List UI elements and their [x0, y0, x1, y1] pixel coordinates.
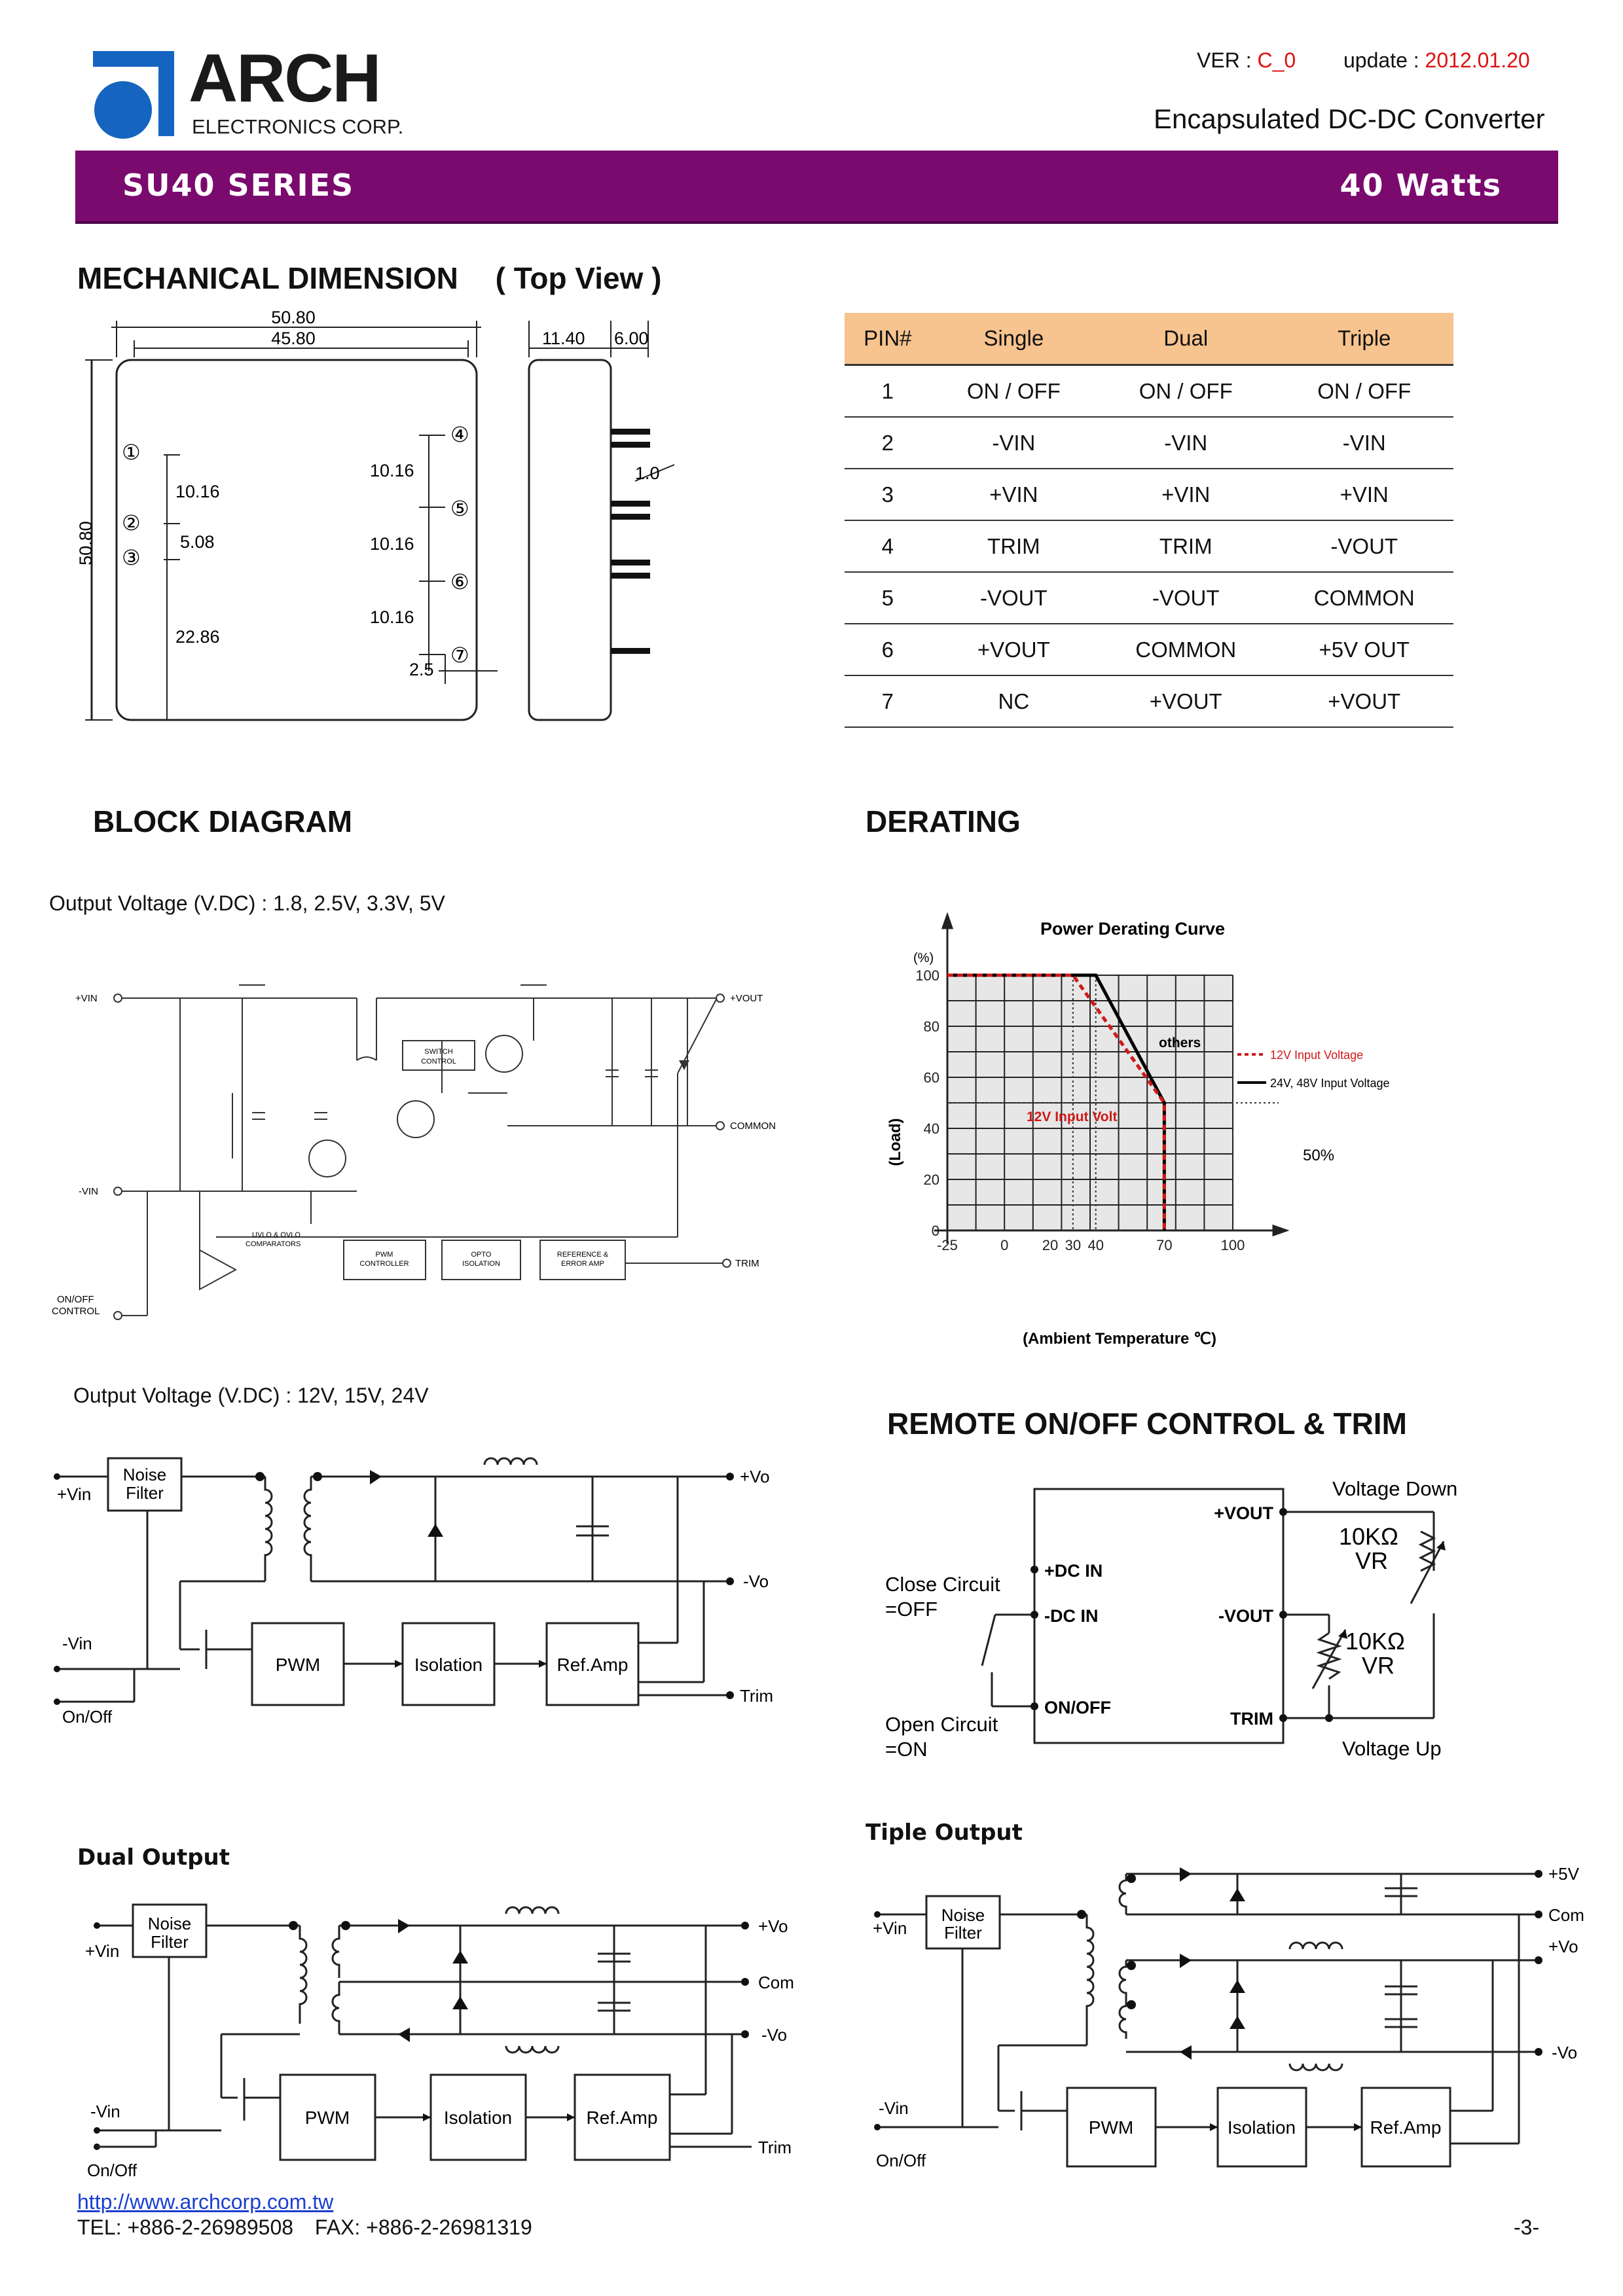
- triple-ref-amp: Ref.Amp: [1370, 2117, 1442, 2138]
- chart-title: Power Derating Curve: [1040, 919, 1226, 939]
- remote-vout-minus: -VOUT: [1218, 1606, 1273, 1626]
- triple-noise-1: Noise: [941, 1905, 985, 1925]
- y-axis-arrow: [943, 915, 952, 928]
- hv-vo-plus: +Vo: [740, 1467, 770, 1486]
- dual-output-diagram: [77, 1898, 817, 2186]
- remote-vr1: VR: [1355, 1547, 1389, 1574]
- mechanical-title-text: MECHANICAL DIMENSION: [77, 261, 458, 295]
- update-value: 2012.01.20: [1425, 48, 1530, 72]
- triple-com: Com: [1548, 1905, 1584, 1925]
- hv-pwm: PWM: [275, 1655, 321, 1675]
- lv-onoff-2: CONTROL: [52, 1306, 100, 1317]
- dim-height: 50.80: [76, 521, 96, 565]
- x-tick-label: 20: [1042, 1237, 1059, 1253]
- x-tick-label: 70: [1156, 1237, 1173, 1253]
- cell-single: ON / OFF: [931, 365, 1097, 418]
- cell-pin: 3: [845, 469, 931, 520]
- hv-onoff: On/Off: [62, 1707, 113, 1727]
- remote-trim: TRIM: [1230, 1709, 1273, 1729]
- triple-5v: +5V: [1548, 1864, 1579, 1884]
- pin-3-label: ③: [122, 546, 141, 569]
- block-caption-1: Output Voltage (V.DC) : 1.8, 2.5V, 3.3V, 5V: [49, 891, 445, 915]
- lv-vin-plus: +VIN: [75, 993, 98, 1004]
- cell-triple: -VIN: [1275, 417, 1453, 469]
- company-logo: [90, 41, 431, 143]
- cell-triple: -VOUT: [1275, 520, 1453, 572]
- lv-uvlo-2: COMPARATORS: [246, 1240, 301, 1248]
- dual-ref-amp: Ref.Amp: [586, 2108, 658, 2128]
- lv-common: COMMON: [730, 1121, 776, 1132]
- x-tick-label: 30: [1065, 1237, 1082, 1253]
- lv-trim: TRIM: [735, 1258, 759, 1269]
- dim-right-2: 10.16: [370, 534, 414, 554]
- pin-4-label: ④: [450, 423, 469, 446]
- mechanical-drawing: [72, 308, 674, 733]
- block-diagram-high-voltage: [49, 1453, 789, 1734]
- cell-triple: +VOUT: [1275, 675, 1453, 727]
- pin-table-header: [845, 313, 1453, 365]
- dual-trim: Trim: [758, 2138, 792, 2157]
- logo-mark-icon: [90, 45, 189, 143]
- dual-pwm: PWM: [304, 2108, 350, 2128]
- lv-pwm-1: PWM: [375, 1251, 393, 1259]
- dual-com: Com: [758, 1973, 794, 1992]
- triple-pwm: PWM: [1088, 2117, 1134, 2138]
- lv-ref-2: ERROR AMP: [560, 1260, 605, 1268]
- cell-triple: COMMON: [1275, 572, 1453, 624]
- dual-noise-1: Noise: [147, 1914, 192, 1933]
- y-tick-label: 60: [923, 1069, 939, 1086]
- triple-vo-minus: -Vo: [1552, 2043, 1578, 2062]
- cell-triple: +5V OUT: [1275, 624, 1453, 675]
- y-tick-label: 40: [923, 1121, 939, 1137]
- version-value: C_0: [1257, 48, 1296, 72]
- triple-vo-plus: +Vo: [1548, 1937, 1578, 1956]
- dual-onoff: On/Off: [87, 2161, 137, 2180]
- legend-24v: 24V, 48V Input Voltage: [1270, 1077, 1390, 1090]
- hv-trim: Trim: [740, 1686, 774, 1706]
- logo-subtitle: ELECTRONICS CORP.: [192, 115, 404, 138]
- triple-vin-minus: -Vin: [879, 2098, 909, 2118]
- remote-close-2: =OFF: [885, 1598, 938, 1621]
- dim-left-2: 5.08: [180, 532, 215, 552]
- hv-noise-2: Filter: [126, 1483, 164, 1503]
- x-tick-label: -25: [937, 1237, 958, 1253]
- table-row: [845, 520, 1453, 572]
- chart-label-others: others: [1159, 1035, 1201, 1050]
- chart-y-unit: (%): [913, 951, 934, 965]
- mechanical-view-text: ( Top View ): [495, 261, 662, 295]
- mechanical-title: [77, 260, 661, 296]
- pin-6-label: ⑥: [450, 570, 469, 594]
- x-tick-label: 40: [1087, 1237, 1104, 1253]
- block-caption-2: Output Voltage (V.DC) : 12V, 15V, 24V: [73, 1384, 429, 1407]
- footer-fax: FAX: +886-2-26981319: [314, 2215, 532, 2239]
- cell-pin: 5: [845, 572, 931, 624]
- lv-ref-1: REFERENCE &: [556, 1251, 609, 1259]
- cell-single: +VIN: [931, 469, 1097, 520]
- dim-pin-length: 6.00: [614, 329, 649, 348]
- dim-width-inner: 45.80: [271, 329, 316, 348]
- update-info: [1343, 48, 1530, 73]
- hv-vo-minus: -Vo: [743, 1571, 769, 1591]
- cell-triple: +VIN: [1275, 469, 1453, 520]
- cell-single: +VOUT: [931, 624, 1097, 675]
- dual-vo-minus: -Vo: [761, 2025, 788, 2045]
- dual-isolation: Isolation: [443, 2108, 513, 2128]
- triple-output-diagram: [871, 1862, 1604, 2183]
- dual-vin-plus: +Vin: [85, 1941, 120, 1961]
- series-watts: 40 Watts: [1340, 168, 1502, 203]
- pin-1-label: ①: [122, 440, 141, 464]
- remote-dcin-plus: +DC IN: [1044, 1561, 1103, 1581]
- footer-contact: [77, 2215, 532, 2240]
- cell-pin: 4: [845, 520, 931, 572]
- y-tick-label: 20: [923, 1172, 939, 1188]
- series-name: SU40 SERIES: [122, 168, 355, 203]
- update-label: update :: [1343, 48, 1419, 72]
- remote-vout-plus: +VOUT: [1214, 1503, 1273, 1523]
- lv-pwm-2: CONTROLLER: [359, 1260, 409, 1268]
- triple-onoff: On/Off: [876, 2151, 926, 2170]
- chart-xlabel: (Ambient Temperature ℃): [1023, 1330, 1216, 1348]
- version-info: [1197, 48, 1296, 73]
- dim-left-3: 22.86: [175, 627, 220, 647]
- cell-pin: 6: [845, 624, 931, 675]
- product-type: Encapsulated DC-DC Converter: [1154, 103, 1545, 134]
- cell-pin: 7: [845, 675, 931, 727]
- col-dual: Dual: [1097, 313, 1275, 365]
- col-triple: Triple: [1275, 313, 1453, 365]
- table-row: [845, 675, 1453, 727]
- cell-dual: COMMON: [1097, 624, 1275, 675]
- logo-name: ARCH: [189, 41, 380, 117]
- block-diagram-title: BLOCK DIAGRAM: [93, 804, 353, 838]
- col-single: Single: [931, 313, 1097, 365]
- triple-title: Tiple Output: [866, 1820, 1023, 1846]
- page-number: -3-: [1514, 2215, 1540, 2239]
- dim-right-1: 10.16: [370, 461, 414, 480]
- dim-width-outer: 50.80: [271, 308, 316, 327]
- block-diagram-low-voltage: [49, 962, 795, 1329]
- remote-r2: 10KΩ: [1345, 1628, 1405, 1655]
- lv-opto-1: OPTO: [471, 1251, 492, 1259]
- dim-pin-diameter: 1.0: [635, 463, 660, 483]
- cell-single: -VOUT: [931, 572, 1097, 624]
- legend-12v: 12V Input Voltage: [1270, 1049, 1364, 1062]
- dim-side-width: 11.40: [542, 329, 585, 348]
- remote-open-1: Open Circuit: [885, 1713, 998, 1736]
- remote-title: REMOTE ON/OFF CONTROL & TRIM: [887, 1407, 1407, 1441]
- y-tick-label: 0: [931, 1223, 939, 1239]
- hv-isolation: Isolation: [414, 1655, 483, 1675]
- cell-dual: TRIM: [1097, 520, 1275, 572]
- x-tick-label: 0: [1000, 1237, 1009, 1253]
- remote-dcin-minus: -DC IN: [1044, 1606, 1099, 1626]
- remote-onoff: ON/OFF: [1044, 1698, 1111, 1717]
- chart-ylabel: (Load): [886, 1118, 904, 1166]
- series-banner: [75, 151, 1558, 224]
- footer-tel: TEL: +886-2-26989508: [77, 2215, 294, 2239]
- cell-dual: -VIN: [1097, 417, 1275, 469]
- dim-left-1: 10.16: [175, 482, 220, 501]
- lv-vout: +VOUT: [730, 993, 763, 1004]
- triple-isolation: Isolation: [1227, 2117, 1296, 2138]
- dual-vin-minus: -Vin: [90, 2102, 120, 2121]
- col-pin: PIN#: [845, 313, 931, 365]
- dual-noise-2: Filter: [151, 1932, 189, 1952]
- chart-label-12v: 12V Input Volt: [1027, 1109, 1118, 1124]
- cell-pin: 1: [845, 365, 931, 418]
- cell-single: TRIM: [931, 520, 1097, 572]
- remote-close-1: Close Circuit: [885, 1573, 1000, 1596]
- cell-single: -VIN: [931, 417, 1097, 469]
- remote-r1: 10KΩ: [1339, 1523, 1398, 1550]
- hv-ref-amp: Ref.Amp: [556, 1655, 629, 1675]
- table-row: [845, 365, 1453, 418]
- remote-voltage-down: Voltage Down: [1332, 1477, 1458, 1500]
- dual-title: Dual Output: [77, 1844, 230, 1871]
- x-tick-label: 100: [1220, 1237, 1245, 1253]
- remote-vr2: VR: [1362, 1652, 1395, 1679]
- dim-right-3: 10.16: [370, 607, 414, 627]
- lv-opto-2: ISOLATION: [462, 1260, 500, 1268]
- pin-7-label: ⑦: [450, 643, 469, 667]
- table-row: [845, 417, 1453, 469]
- cell-triple: ON / OFF: [1275, 365, 1453, 418]
- cell-dual: -VOUT: [1097, 572, 1275, 624]
- chart-label-50: 50%: [1303, 1147, 1335, 1164]
- hv-vin-minus: -Vin: [62, 1634, 92, 1653]
- dual-vo-plus: +Vo: [758, 1916, 788, 1936]
- pin-5-label: ⑤: [450, 497, 469, 520]
- cell-single: NC: [931, 675, 1097, 727]
- lv-onoff-1: ON/OFF: [57, 1294, 94, 1305]
- website-link[interactable]: http://www.archcorp.com.tw: [77, 2190, 334, 2214]
- dim-right-4: 2.5: [409, 660, 434, 679]
- lv-vin-minus: -VIN: [79, 1186, 98, 1197]
- y-tick-label: 80: [923, 1018, 939, 1035]
- cell-dual: +VOUT: [1097, 675, 1275, 727]
- pin-2-label: ②: [122, 511, 141, 535]
- pin-table: [845, 313, 1453, 728]
- hv-vin-plus: +Vin: [57, 1484, 92, 1504]
- triple-noise-2: Filter: [944, 1923, 982, 1943]
- version-label: VER :: [1197, 48, 1252, 72]
- hv-noise-1: Noise: [122, 1465, 167, 1484]
- lv-switch-2: CONTROL: [421, 1058, 456, 1066]
- derating-title: DERATING: [866, 804, 1021, 838]
- y-tick-label: 100: [915, 967, 939, 984]
- derating-chart: [871, 884, 1460, 1368]
- cell-pin: 2: [845, 417, 931, 469]
- cell-dual: +VIN: [1097, 469, 1275, 520]
- table-row: [845, 469, 1453, 520]
- lv-switch-1: SWITCH: [424, 1048, 453, 1056]
- table-row: [845, 572, 1453, 624]
- remote-control-diagram: [884, 1463, 1506, 1777]
- x-axis-arrow: [1273, 1226, 1286, 1235]
- remote-voltage-up: Voltage Up: [1342, 1737, 1442, 1760]
- table-row: [845, 624, 1453, 675]
- remote-open-2: =ON: [885, 1738, 928, 1761]
- cell-dual: ON / OFF: [1097, 365, 1275, 418]
- lv-uvlo-1: UVLO & OVLO: [252, 1231, 301, 1239]
- triple-vin-plus: +Vin: [873, 1918, 907, 1938]
